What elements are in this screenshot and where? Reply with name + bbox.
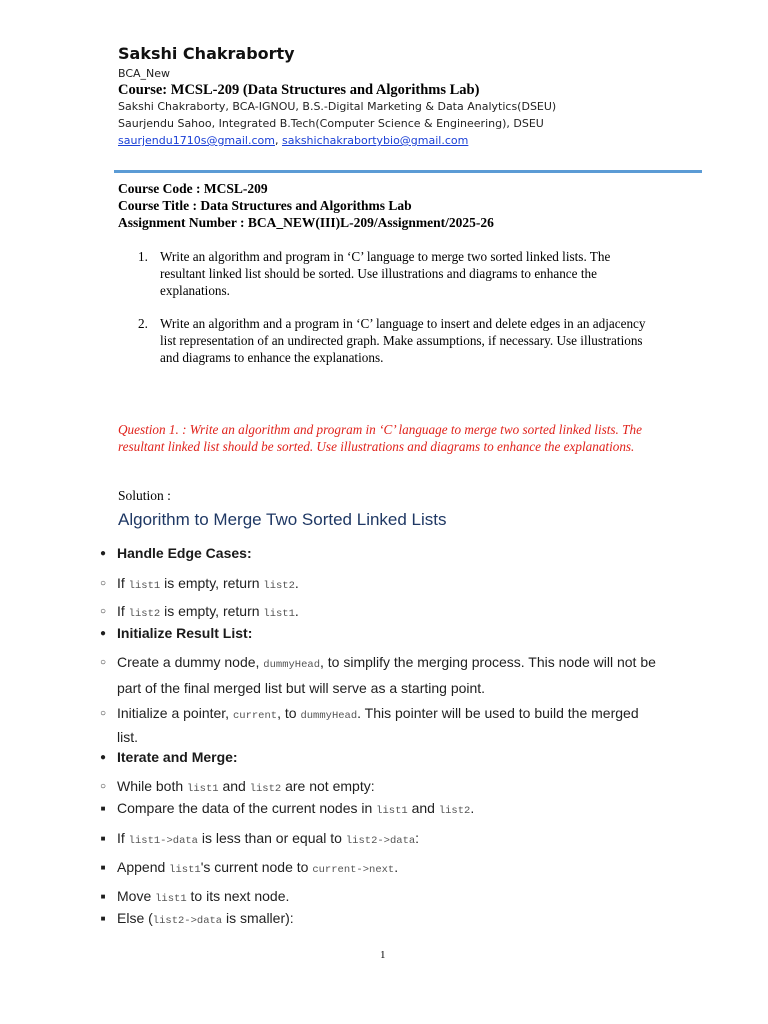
step-while-loop: ○ While both list1 and list2 are not empty:	[96, 775, 656, 801]
question-list-item	[138, 315, 658, 366]
step-iterate-merge: ● Iterate and Merge:	[96, 746, 656, 769]
solution-label: Solution :	[118, 488, 171, 503]
bullet-square-icon: ■	[100, 863, 106, 872]
bullet-disc-icon: ●	[99, 548, 107, 559]
bullet-square-icon: ■	[100, 892, 106, 901]
bullet-circle-icon: ○	[99, 708, 107, 719]
step-move: ■ Move list1 to its next node.	[96, 885, 656, 911]
author-details-2: Saurjendu Sahoo, Integrated B.Tech(Computer Science & Engineering), DSEU	[118, 117, 544, 130]
program-name: BCA_New	[118, 67, 171, 80]
step-current-pointer: ○ Initialize a pointer, current, to dummyHead. This pointer will be used to build the merged list.	[96, 703, 656, 748]
bullet-square-icon: ■	[100, 834, 106, 843]
email-link-2[interactable]: sakshichakrabortybio@gmail.com	[281, 134, 469, 147]
course-line: Course: MCSL-209 (Data Structures and Algorithms Lab)	[118, 82, 480, 98]
bullet-square-icon: ■	[100, 914, 106, 923]
email-line	[118, 134, 468, 147]
question-number: 1.	[138, 249, 148, 264]
step-initialize-result: ● Initialize Result List:	[96, 622, 656, 645]
bullet-circle-icon: ○	[99, 781, 107, 792]
step-else: ■ Else (list2->data is smaller):	[96, 907, 656, 933]
question-text: Write an algorithm and program in ‘C’ language to merge two sorted linked lists. The resultant linked list should be sorted. Use illustrations and diagrams to enhance the explanations.	[160, 249, 611, 298]
question-text: Write an algorithm and a program in ‘C’ language to insert and delete edges in an adjacency list representation of an undirected graph. Make assumptions, if necessary. Use illustrations and diagrams to enhance the explanations.	[160, 316, 646, 365]
step-if-less: ■ If list1->data is less than or equal to list2->data:	[96, 827, 656, 853]
bullet-disc-icon: ●	[99, 628, 107, 639]
bullet-circle-icon: ○	[99, 657, 107, 668]
author-details-1: Sakshi Chakraborty, BCA-IGNOU, B.S.-Digital Marketing & Data Analytics(DSEU)	[118, 100, 557, 113]
question-list-item	[138, 248, 658, 299]
email-separator: ,	[274, 134, 282, 147]
bullet-circle-icon: ○	[99, 578, 107, 589]
course-title: Course Title : Data Structures and Algorithms Lab	[118, 198, 412, 213]
email-link-1[interactable]: saurjendu1710s@gmail.com	[118, 134, 275, 147]
course-code: Course Code : MCSL-209	[118, 181, 268, 196]
bullet-square-icon: ■	[100, 804, 106, 813]
step-compare: ■ Compare the data of the current nodes in list1 and list2.	[96, 797, 656, 823]
step-list2-empty: ○ If list2 is empty, return list1.	[96, 600, 656, 626]
assignment-number: Assignment Number : BCA_NEW(III)L-209/Assignment/2025-26	[118, 215, 494, 230]
algorithm-heading: Algorithm to Merge Two Sorted Linked Lists	[118, 510, 447, 529]
step-dummy-node: ○ Create a dummy node, dummyHead, to simplify the merging process. This node will not be part of the final merged list but will serve as a starting point.	[96, 651, 656, 700]
question-number: 2.	[138, 316, 148, 331]
question-heading: Question 1. : Write an algorithm and program in ‘C’ language to merge two sorted linked lists. The resultant linked list should be sorted. Use illustrations and diagrams to enhance the explanations.	[118, 422, 642, 454]
step-handle-edge-cases: ● Handle Edge Cases:	[96, 542, 656, 565]
page-number: 1	[380, 949, 386, 961]
header-divider	[114, 170, 702, 173]
bullet-circle-icon: ○	[99, 606, 107, 617]
step-append: ■ Append list1's current node to current->next.	[96, 856, 656, 882]
author-name: Sakshi Chakraborty	[118, 44, 295, 63]
bullet-disc-icon: ●	[99, 752, 107, 763]
step-list1-empty: ○ If list1 is empty, return list2.	[96, 572, 656, 598]
